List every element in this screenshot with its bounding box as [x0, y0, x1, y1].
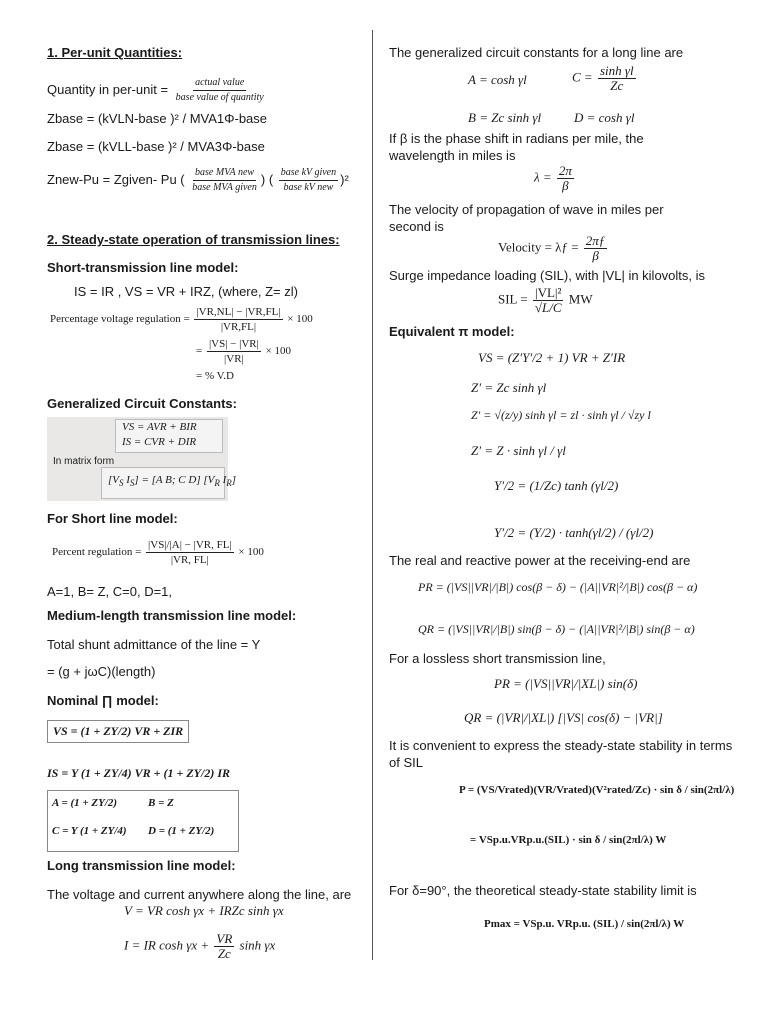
short-line-eq: IS = IR , VS = VR + IRZ, (where, Z= zl)	[74, 284, 298, 299]
sil-text: Surge impedance loading (SIL), with |VL| in kilovolts, is	[389, 268, 706, 283]
gen-c-den: Zc	[610, 78, 624, 93]
pvr-den1: |VR,FL|	[220, 321, 257, 333]
pu-fraction	[174, 76, 266, 105]
heading-long: Long transmission line model:	[47, 858, 236, 873]
velocity-text: The velocity of propagation of wave in miles per second is	[389, 202, 664, 234]
column-divider	[372, 30, 373, 960]
abcd-short: A=1, B= Z, C=0, D=1,	[47, 584, 173, 599]
znew-frac-kv	[279, 166, 338, 195]
long-i-part2: sinh γx	[239, 937, 276, 953]
nominal-d: D = (1 + ZY/2)	[148, 825, 215, 837]
lambda-label: λ =	[534, 169, 552, 185]
pvr-vd: = % V.D	[196, 370, 234, 382]
pvr-frac1	[194, 305, 282, 334]
gen-c-eq	[572, 64, 638, 93]
gcc-eq1: VS = AVR + BIR	[122, 421, 197, 433]
gcc-eq2: IS = CVR + DIR	[122, 436, 197, 448]
right-column	[374, 0, 768, 1024]
long-i-num: VR	[216, 931, 233, 946]
equiv-z2: Z′ = √(z/y) sinh γl = zl · sinh γl / √zy l	[471, 408, 651, 422]
percent-regulation	[52, 538, 264, 567]
heading-short-line: Short-transmission line model:	[47, 260, 239, 275]
pr-num: |VS|/|A| − |VR, FL|	[148, 539, 232, 551]
zbase-ln: Zbase = (kVLN-base )² / MVA1Φ-base	[47, 111, 268, 126]
pr-eq: PR = (|VS||VR|/|B|) cos(β − δ) − (|A||VR|²/|B|) cos(β − α)	[418, 580, 698, 594]
velocity-eq	[498, 234, 609, 263]
long-i-part1: I = IR cosh γx +	[124, 937, 210, 953]
sil-eq	[498, 286, 593, 315]
gcc-image	[47, 417, 237, 501]
stability-text: It is convenient to express the steady-state stability in terms of SIL	[389, 738, 733, 770]
pvr-label: Percentage voltage regulation =	[50, 313, 190, 326]
gen-c-num: sinh γl	[599, 63, 634, 78]
gen-d: D = cosh γl	[574, 110, 635, 125]
sil-num: |VL|²	[534, 285, 562, 300]
pvr-times2: × 100	[265, 345, 292, 358]
pr-label: Percent regulation =	[52, 546, 142, 559]
pvr-num2: |VS| − |VR|	[208, 338, 259, 350]
stability-p: P = (VS/Vrated)(VR/Vrated)(V²rated/Zc) · sin δ / sin(2πl/λ)	[459, 784, 735, 796]
equiv-z1: Z′ = Zc sinh γl	[471, 380, 547, 395]
kv-new: base kV new	[283, 182, 334, 193]
pvr-frac2	[207, 337, 261, 366]
lambda-num: 2π	[558, 163, 572, 178]
znew-formula: Znew-Pu = Zgiven- Pu ( $\frac{\text{base MVA new}}{\text{base MVA given}}$ ) ( $\frac{\text{base kV given}}{\text{base kV new}}$ )²	[47, 167, 349, 193]
heading-per-unit: 1. Per-unit Quantities:	[47, 45, 183, 60]
pvr-formula	[50, 305, 313, 334]
stability-p2: = VSp.u.VRp.u.(SIL) · sin δ / sin(2πl/λ) W	[470, 834, 667, 846]
heading-steady-state: 2. Steady-state operation of transmission lines:	[47, 232, 340, 247]
heading-medium: Medium-length transmission line model:	[47, 608, 297, 623]
velocity-num: 2πƒ	[585, 233, 606, 248]
gen-text: The generalized circuit constants for a long line are	[389, 45, 684, 60]
lossless-qr: QR = (|VR|/|XL|) [|VS| cos(δ) − |VR|]	[464, 710, 663, 725]
nominal-c: C = Y (1 + ZY/4)	[52, 825, 127, 837]
pu-numerator: actual value	[193, 76, 246, 91]
pu-denominator: base value of quantity	[175, 92, 264, 103]
long-text: The voltage and current anywhere along the line, are	[47, 887, 352, 902]
gcc-matrix-box	[101, 467, 237, 499]
pvr-times1: × 100	[287, 313, 313, 326]
nominal-is-eq: IS = Y (1 + ZY/4) VR + (1 + ZY/2) IR	[47, 766, 231, 780]
sil-frac	[533, 286, 564, 315]
znew-label: Znew-Pu = Zgiven- Pu (	[47, 171, 185, 187]
pr-times: × 100	[238, 546, 264, 559]
qr-eq: QR = (|VS||VR|/|B|) sin(β − δ) − (|A||VR|²/|B|) sin(β − α)	[418, 622, 695, 636]
znew-frac-mva	[190, 166, 259, 195]
heading-nominal-pi: Nominal ∏ model:	[47, 693, 159, 708]
lossless-pr: PR = (|VS||VR|/|XL|) sin(δ)	[494, 676, 638, 691]
long-i-eq	[124, 932, 275, 961]
pvr-den2: |VR|	[224, 353, 244, 365]
shunt-admittance-2: = (g + jωC)(length)	[47, 664, 156, 679]
equiv-y1: Y′/2 = (1/Zc) tanh (γl/2)	[494, 478, 619, 493]
left-column	[0, 0, 372, 1024]
nominal-b: B = Z	[148, 797, 174, 809]
nominal-vs-eq: VS = (1 + ZY/2) VR + ZIR	[47, 720, 189, 743]
zbase-ll: Zbase = (kVLL-base )² / MVA3Φ-base	[47, 139, 265, 154]
gen-b: B = Zc sinh γl	[468, 110, 542, 125]
long-i-den: Zc	[217, 946, 231, 961]
sil-label: SIL =	[498, 291, 528, 307]
gcc-matrix-label: In matrix form	[53, 456, 115, 467]
sil-den: √L/C	[534, 300, 562, 315]
pmax-eq: Pmax = VSp.u. VRp.u. (SIL) / sin(2πl/λ) W	[484, 918, 685, 930]
lambda-den: β	[562, 178, 569, 193]
nominal-a: A = (1 + ZY/2)	[52, 797, 118, 809]
beta-text: If β is the phase shift in radians per mile, the wavelength in miles is	[389, 131, 644, 163]
limit-text: For δ=90°, the theoretical steady-state stability limit is	[389, 883, 697, 898]
heading-short-model: For Short line model:	[47, 511, 178, 526]
kv-given: base kV given	[279, 166, 338, 181]
gen-a: A = cosh γl	[468, 72, 527, 87]
lambda-eq	[534, 164, 576, 193]
nominal-abcd-box	[47, 790, 239, 852]
equiv-vs: VS = (Z′Y′/2 + 1) VR + Z′IR	[478, 350, 626, 365]
pvr-formula2: = $\frac{|VS| - |VR|}{|VR|}$ × 100	[196, 338, 292, 365]
pu-label: Quantity in per-unit =	[47, 81, 169, 97]
velocity-label: Velocity = λƒ =	[498, 239, 579, 255]
mva-given: base MVA given	[192, 182, 257, 193]
mva-new: base MVA new	[193, 166, 256, 181]
long-i-frac	[214, 932, 234, 961]
equiv-y2: Y′/2 = (Y/2) · tanh(γl/2) / (γl/2)	[494, 525, 654, 540]
pvr-num1: |VR,NL| − |VR,FL|	[196, 306, 281, 318]
shunt-admittance: Total shunt admittance of the line = Y	[47, 637, 261, 652]
lambda-frac	[557, 164, 574, 193]
gen-c-label: C =	[572, 69, 593, 85]
velocity-frac	[584, 234, 608, 263]
pr-den: |VR, FL|	[170, 554, 209, 566]
pu-formula	[47, 76, 268, 105]
velocity-den: β	[592, 248, 599, 263]
lossless-text: For a lossless short transmission line,	[389, 651, 606, 666]
sil-unit: MW	[568, 291, 593, 307]
long-v-eq: V = VR cosh γx + IRZc sinh γx	[124, 903, 284, 918]
gcc-matrix: [$V_S$ $I_S] = [A$ B; C D] [$V_R$ $I_R$]	[108, 474, 237, 489]
gcc-equations-box	[115, 419, 223, 453]
heading-gcc: Generalized Circuit Constants:	[47, 396, 237, 411]
gen-c-frac	[598, 64, 636, 93]
heading-equivalent-pi: Equivalent π model:	[389, 324, 515, 339]
equiv-z3: Z′ = Z · sinh γl / γl	[471, 443, 566, 458]
pr-frac	[146, 538, 234, 567]
pq-text: The real and reactive power at the receiving-end are	[389, 553, 691, 568]
